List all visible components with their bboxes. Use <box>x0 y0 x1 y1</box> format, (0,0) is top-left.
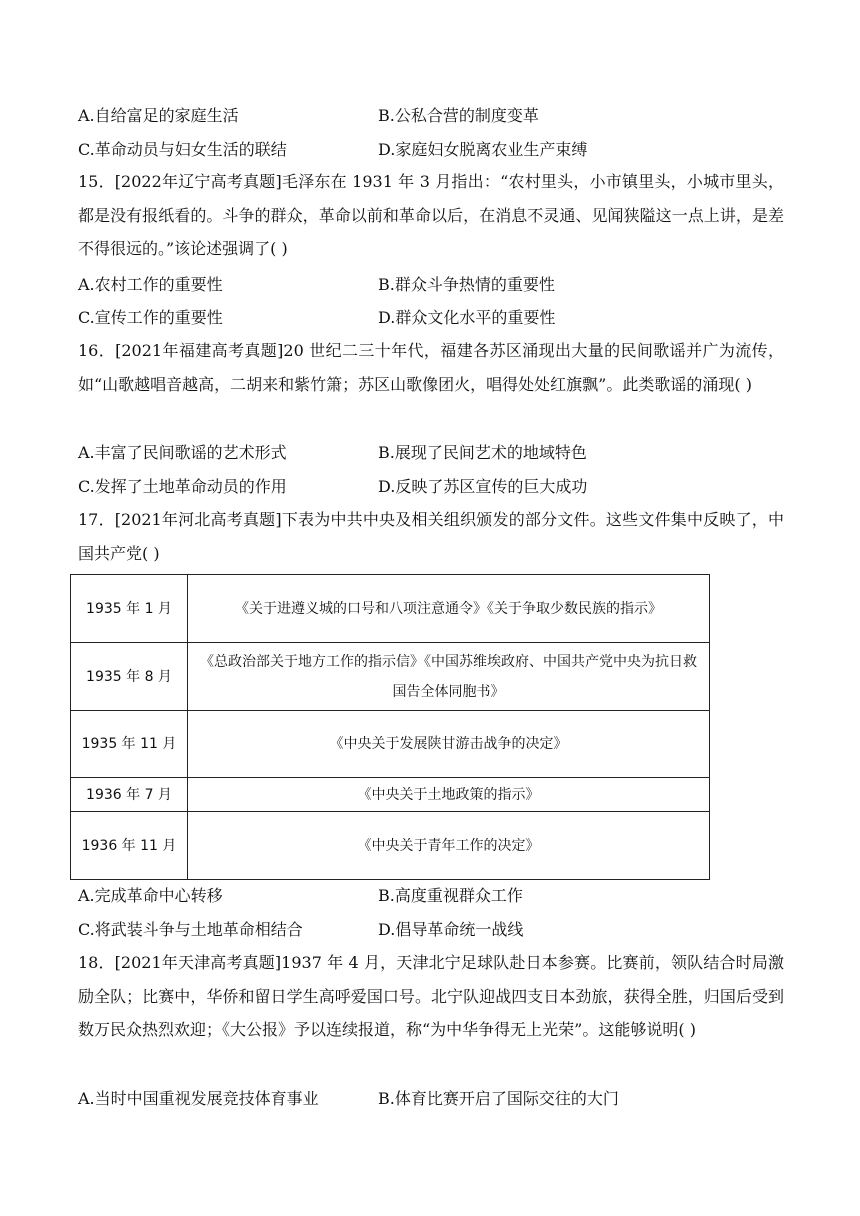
table-cell-date: 1935 年 11 月 <box>71 711 188 778</box>
table-cell-date: 1936 年 7 月 <box>71 778 188 812</box>
q17-stem: 17．[2021年河北高考真题]下表为中共中央及相关组织颁发的部分文件。这些文件集中反映了，中国共产党( ) <box>78 510 784 563</box>
q16-stem: 16．[2021年福建高考真题]20 世纪二三十年代，福建各苏区涌现出大量的民间歌谣并广为流传，如“山歌越唱音越高，二胡来和紫竹箫；苏区山歌像团火，唱得处处红旗飘”。此类歌谣的涌现( ) <box>78 341 784 394</box>
q17-option-a: A.完成革命中心转移 <box>78 886 223 905</box>
table-cell-date: 1935 年 8 月 <box>71 643 188 711</box>
q14-option-a: A.自给富足的家庭生活 <box>78 106 239 125</box>
q16-option-a: A.丰富了民间歌谣的艺术形式 <box>78 443 287 462</box>
table-row <box>71 778 710 812</box>
table-row <box>71 643 710 711</box>
table-cell-date: 1935 年 1 月 <box>71 575 188 643</box>
q18-option-a: A.当时中国重视发展竞技体育事业 <box>78 1089 319 1108</box>
table-cell-docs: 《关于进遵义城的口号和八项注意通令》《关于争取少数民族的指示》 <box>188 575 710 643</box>
q16-option-c: C.发挥了土地革命动员的作用 <box>78 477 287 496</box>
table-cell-docs: 《中央关于土地政策的指示》 <box>188 778 710 812</box>
q15-option-b: B.群众斗争热情的重要性 <box>378 275 555 294</box>
q15-stem: 15．[2022年辽宁高考真题]毛泽东在 1931 年 3 月指出：“农村里头，小市镇里头，小城市里头，都是没有报纸看的。斗争的群众，革命以前和革命以后，在消息不灵通、见闻狭隘这一点上讲，是差不得很远的。”该论述强调了( ) <box>78 172 784 258</box>
table-row <box>71 575 710 643</box>
q14-option-b: B.公私合营的制度变革 <box>378 106 539 125</box>
q17-option-b: B.高度重视群众工作 <box>378 886 523 905</box>
q18-stem: 18．[2021年天津高考真题]1937 年 4 月，天津北宁足球队赴日本参赛。比赛前，领队结合时局激励全队；比赛中，华侨和留日学生高呼爱国口号。北宁队迎战四支日本劲旅，获得全胜，归国后受到数万民众热烈欢迎；《大公报》予以连续报道，称“为中华争得无上光荣”。这能够说明( ) <box>78 953 784 1039</box>
q17-option-d: D.倡导革命统一战线 <box>378 920 524 939</box>
table-cell-docs: 《中央关于发展陕甘游击战争的决定》 <box>188 711 710 778</box>
table-cell-docs: 《总政治部关于地方工作的指示信》《中国苏维埃政府、中国共产党中央为抗日救国告全体同胞书》 <box>188 643 710 711</box>
q17-documents-table <box>70 574 710 880</box>
table-cell-date: 1936 年 11 月 <box>71 812 188 880</box>
q17-option-c: C.将武装斗争与土地革命相结合 <box>78 920 303 939</box>
q15-option-d: D.群众文化水平的重要性 <box>378 308 556 327</box>
q15-option-a: A.农村工作的重要性 <box>78 275 223 294</box>
q14-option-c: C.革命动员与妇女生活的联结 <box>78 140 287 159</box>
q16-option-b: B.展现了民间艺术的地域特色 <box>378 443 587 462</box>
q16-option-d: D.反映了苏区宣传的巨大成功 <box>378 477 588 496</box>
table-row <box>71 812 710 880</box>
q15-option-c: C.宣传工作的重要性 <box>78 308 223 327</box>
q18-option-b: B.体育比赛开启了国际交往的大门 <box>378 1089 619 1108</box>
table-row <box>71 711 710 778</box>
q14-option-d: D.家庭妇女脱离农业生产束缚 <box>378 140 588 159</box>
table-cell-docs: 《中央关于青年工作的决定》 <box>188 812 710 880</box>
